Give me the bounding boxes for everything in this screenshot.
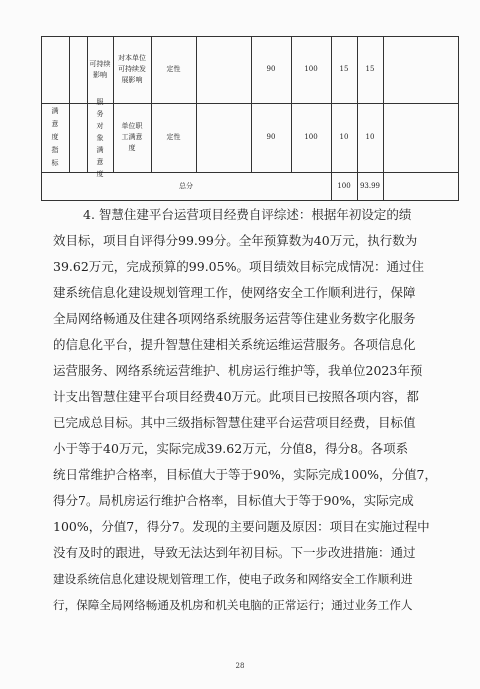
weight-cell bbox=[331, 103, 357, 172]
total-score: 93.99 bbox=[359, 181, 381, 190]
indicator-nature: 定性 bbox=[166, 133, 181, 141]
score-cell bbox=[357, 36, 383, 103]
performance-table bbox=[41, 36, 459, 201]
nature-cell bbox=[151, 36, 196, 103]
indicator-nature: 定性 bbox=[166, 65, 181, 73]
nature-cell bbox=[151, 103, 196, 172]
page-number: 28 bbox=[235, 662, 245, 670]
primary-indicator: 满意度指标 bbox=[51, 107, 59, 167]
tertiary-indicator-cell bbox=[113, 36, 151, 103]
paragraph-line: 运营服务、网络系统运营维护、机房运行维护等，我单位2023年预 bbox=[53, 363, 423, 378]
paragraph-line: 全局网络畅通及住建各项网络系统服务运营等住建业务数字化服务 bbox=[53, 311, 416, 326]
target-value: 90 bbox=[266, 65, 276, 73]
primary-indicator-cell bbox=[41, 103, 69, 172]
actual-value: 100 bbox=[304, 133, 318, 141]
paragraph-line: 建设系统信息化建设规划管理工作，使电子政务和网络安全工作顺利进 bbox=[53, 572, 413, 586]
paragraph-line: 效目标，项目自评得分99.99分。全年预算数为40万元，执行数为 bbox=[53, 233, 418, 248]
total-label: 总分 bbox=[179, 181, 193, 190]
paragraph-line: 得分7。局机房运行维护合格率，目标值大于等于90%，实际完成 bbox=[53, 493, 414, 508]
total-label-cell bbox=[41, 172, 331, 200]
paragraph-line: 统日常维护合格率，目标值大于等于90%，实际完成100%，分值7， bbox=[53, 467, 437, 482]
score-value: 15 bbox=[365, 65, 375, 73]
secondary-indicator: 可持续影响 bbox=[89, 59, 111, 79]
target-cell bbox=[251, 103, 291, 172]
score-cell bbox=[357, 103, 383, 172]
actual-cell bbox=[291, 36, 331, 103]
table-row bbox=[87, 36, 113, 103]
table-rule bbox=[41, 200, 459, 201]
actual-cell bbox=[291, 103, 331, 172]
tertiary-indicator-cell bbox=[113, 103, 151, 172]
weight-cell bbox=[331, 36, 357, 103]
target-value: 90 bbox=[266, 133, 276, 141]
weight-value: 10 bbox=[339, 133, 349, 141]
secondary-indicator: 服务对象满意度 bbox=[96, 97, 104, 178]
score-value: 10 bbox=[365, 133, 375, 141]
total-weight: 100 bbox=[337, 181, 351, 190]
table-rule bbox=[458, 36, 459, 201]
paragraph-line: 建系统信息化建设规划管理工作，使网络安全工作顺利进行，保障 bbox=[53, 285, 416, 300]
target-cell bbox=[251, 36, 291, 103]
paragraph-line: 100%，分值7，得分7。发现的主要问题及原因：项目在实施过程中 bbox=[53, 519, 430, 534]
total-weight-cell bbox=[331, 172, 357, 200]
paragraph-line: 没有及时的跟进，导致无法达到年初目标。下一步改进措施：通过 bbox=[53, 545, 416, 560]
paragraph-line: 行，保障全局网络畅通及机房和机关电脑的正常运行；通过业务工作人 bbox=[53, 598, 413, 612]
paragraph-line: 4. 智慧住建平台运营项目经费自评综述：根据年初设定的绩 bbox=[83, 207, 412, 222]
tertiary-indicator: 单位职工满意度 bbox=[121, 122, 143, 152]
paragraph-line: 已完成总目标。其中三级指标智慧住建平台运营项目经费，目标值 bbox=[53, 415, 416, 430]
table-rule bbox=[196, 36, 197, 172]
paragraph-line: 计支出智慧住建平台项目经费40万元。此项目已按照各项内容，都 bbox=[53, 389, 419, 404]
paragraph-line: 小于等于40万元，实际完成39.62万元，分值8，得分8。各项系 bbox=[53, 441, 409, 456]
tertiary-indicator: 对本单位可持续发展影响 bbox=[118, 54, 146, 84]
secondary-indicator-cell bbox=[87, 97, 113, 178]
table-rule bbox=[383, 36, 384, 201]
paragraph-line: 的信息化平台，提升智慧住建相关系统运维运营服务。各项信息化 bbox=[53, 337, 416, 352]
paragraph-line: 39.62万元，完成预算的99.05%。项目绩效目标完成情况：通过住 bbox=[53, 259, 424, 274]
total-score-cell bbox=[357, 172, 383, 200]
weight-value: 15 bbox=[339, 65, 349, 73]
table-rule bbox=[69, 36, 70, 172]
actual-value: 100 bbox=[304, 65, 318, 73]
